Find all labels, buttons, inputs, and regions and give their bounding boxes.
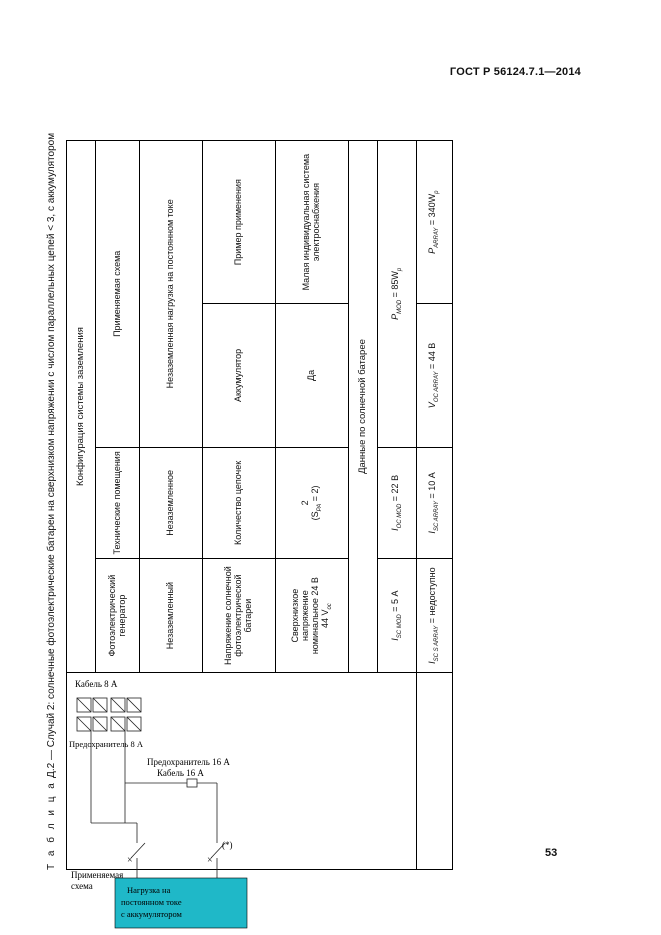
grounding-table — [66, 140, 453, 919]
grounding-value: Незаземленный — [139, 559, 202, 673]
marker-note: (*) — [222, 840, 233, 850]
tech-header: Аккумулятор — [203, 304, 276, 447]
strings-subscript: PA — [316, 503, 323, 512]
load-line-3: с аккумулятором — [121, 909, 182, 919]
pv-panel-icon — [77, 698, 107, 731]
data-cell — [416, 673, 452, 870]
caption-text: Д.2 — Случай 2: солнечные фотоэлектрические батареи на сверхнизком напряжении с числом параллельных цепей < 3, с аккумулятором — [46, 132, 57, 778]
cable-16a-label: Кабель 16 А — [157, 768, 204, 778]
wiring-lines — [91, 731, 225, 878]
caption-label: Т а б л и ц а — [46, 780, 57, 870]
data-cell: $I_{OC MOD} = 22$ В — [378, 447, 417, 559]
data-cell: $P_{MOD} = 85W_p$ — [378, 141, 417, 448]
standard-header: ГОСТ Р 56124.7.1—2014 — [449, 66, 581, 78]
table-caption — [46, 90, 57, 870]
strings-formula-tail: = 2) — [309, 485, 320, 504]
load-line-2: постоянном токе — [121, 897, 182, 907]
tech-example: Малая индивидуальная система электроснабжения — [275, 141, 348, 304]
cable-8a-label: Кабель 8 А — [75, 679, 118, 689]
rotated-table-block — [46, 90, 440, 919]
applied-scheme-label: схема — [71, 881, 93, 891]
wiring-diagram — [67, 673, 413, 919]
voltage-line-1: Сверхнизкое — [289, 588, 300, 643]
fuse-8a-label: Предохранитель 8 А — [69, 739, 144, 749]
data-cell: $I_{SC S ARRAY}$ = недоступно — [416, 559, 452, 673]
applied-scheme-label: Применяемая — [71, 870, 124, 880]
grounding-value: Незаземленное — [139, 447, 202, 559]
grounding-header: Применяемая схема — [96, 141, 140, 448]
voltage-line-4: 44 V — [319, 609, 330, 629]
switch-x-icon: × — [127, 855, 133, 866]
data-title: Данные по солнечной батарее — [348, 141, 377, 673]
tech-header: Количество цепочек — [203, 447, 276, 559]
strings-formula: (S — [309, 511, 320, 521]
fuse-16a-label: Предохранитель 16 А — [147, 757, 230, 767]
voltage-line-3: номинальное 24 В — [309, 577, 320, 655]
grounding-header: Фотоэлектрический генератор — [96, 559, 140, 673]
tech-strings — [275, 447, 348, 559]
grounding-title: Конфигурация системы заземления — [67, 141, 96, 673]
wiring-diagram-cell — [67, 673, 417, 919]
tech-battery: Да — [275, 304, 348, 447]
pv-panel-icon — [111, 698, 141, 731]
grounding-header: Технические помещения — [96, 447, 140, 559]
switch-x-icon: × — [207, 855, 213, 866]
page-number: 53 — [545, 847, 558, 859]
strings-count: 2 — [299, 500, 310, 506]
data-cell: $I_{SC ARRAY} = 10$ А — [416, 447, 452, 559]
grounding-value: Незаземленная нагрузка на постоянном токе — [139, 141, 202, 448]
tech-header: Напряжение солнечной фотоэлектрической батареи — [203, 559, 276, 673]
data-cell: $I_{SC MOD} = 5$ А — [378, 559, 417, 673]
voltage-line-2: напряжение — [299, 590, 310, 641]
data-cell: $V_{OC ARRAY} = 44$ В — [416, 304, 452, 447]
tech-header: Пример применения — [203, 141, 276, 304]
tech-voltage — [275, 559, 348, 673]
voltage-subscript: oc — [326, 603, 333, 610]
data-cell: $P_{ARRAY} = 340W_p$ — [416, 141, 452, 304]
load-line-1: Нагрузка на — [127, 885, 171, 895]
